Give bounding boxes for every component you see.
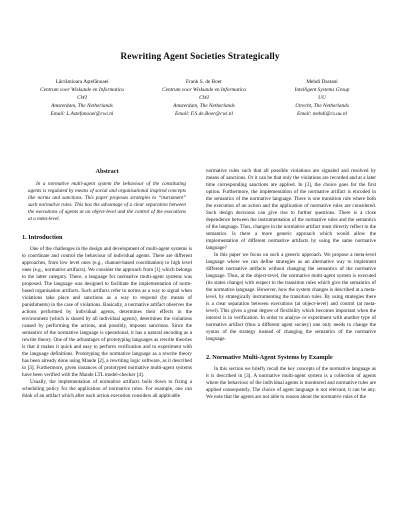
body-paragraph: One of the challenges in the design and development of multi-agent systems is to coordinate and control the behaviour of individual agents. There are different approaches, from low level ones (e.g., channel-based coordination) to high level ones (e.g., normative artifacts). We consider the approach from [1] which belongs to the latter category. There, a language for normative multi-agent systems was proposed. The language was designed to facilitate the implementation of norm-based organisation artifacts. Such artifacts refer to norms as a way to signal when violations take place and sanctions as a way to respond (by means of punishments) in the case of violations. Basically, a normative artifact observes the actions performed by individual agents, determines their effects in the environment (which is shared by all individual agents), determines the violations caused by performing the actions, and possibly, imposes sanctions. Since the semantics of the normative language is operational, it has a natural encoding as a rewrite theory. One of the advantages of prototyping languages as rewrite theories is that it makes it quick and easy to perform verification and to experiment with the language definitions. Prototyping the normative language as a rewrite theory has been already done using Maude [2], a rewriting logic software, as it described in [3]. Furthermore, given instances of prototyped normative multi-agent systems have been verified with the Maude LTL model-checker [4].	[22, 246, 192, 378]
author-1	[20, 78, 144, 118]
author-location: Utrecht, The Netherlands	[295, 103, 349, 109]
author-location: Amsterdam, The Netherlands	[51, 103, 113, 109]
author-location: Amsterdam, The Netherlands	[173, 103, 235, 109]
abstract-text: In a normative multi-agent system the behaviour of the constituting agents is regulated by means of social and organisational inspired concepts like norms and sanctions. This paper proposes strategies to “instrument” such normative rules. This has the advantage of a clear separation between the executions of agents at an object-level and the control of the executions at a meta-level.	[28, 181, 186, 222]
author-affiliation: Intelligent Systems Group	[294, 87, 350, 93]
author-affiliation: Centrum voor Wiskunde en Informatica	[40, 87, 124, 93]
author-email: Email: F.S.de.Boer@cwi.nl	[175, 111, 233, 117]
body-paragraph: Usually, the implementation of normative artifacts boils down to fixing a scheduling policy for the application of normative rules. For example, one can think of an artifact which after each action execution considers all applicable	[22, 379, 192, 399]
section-heading-introduction: 1. Introduction	[22, 234, 63, 241]
author-email: Email: L.Astefanoaei@cwi.nl	[50, 111, 114, 117]
author-affiliation: Centrum voor Wiskunde en Informatica	[162, 87, 246, 93]
author-block	[0, 78, 400, 132]
author-name: Lăcrămioara Aştefănoaei	[55, 79, 109, 85]
body-paragraph: In this paper we focus on such a generic approach. We propose a meta-level language where we can define strategies as an alternative way to implement different normative artifacts without changing the semantics of the normative language. Thus, at the object-level, the normative multi-agent system is executed (its states change) with respect to the transition rules which give the semantics of the normative language. However, how the system changes is described at a meta-level, by strategically instrumenting the transition rules. By using strategies there is a clear separation between executions (at object-level) and control (at meta-level). This gives a great degree of flexibility which becomes important when the interest is in verification. In order to analyse or experiment with another type of normative artifact (thus a different agent society) one only needs to change the syntax of the strategy instead of changing the semantics of the normative language.	[206, 252, 376, 342]
paper-title: Rewriting Agent Societies Strategically	[120, 52, 280, 62]
author-name: Frank S. de Boer	[186, 79, 222, 85]
left-column	[22, 168, 192, 400]
section-heading-normative-mas: 2. Normative Multi-Agent Systems by Example	[206, 354, 333, 361]
abstract-heading: Abstract	[95, 168, 119, 175]
author-institute: CWI	[77, 95, 87, 101]
body-paragraph: In this section we briefly recall the key concepts of the normative language as it is described in [3]. A normative multi-agent system is a collection of agents where the behaviour of the individual agents is monitored and normative rules are applied consequently. The choice of agent language is not relevant, it can be any. We note that the agents are not able to reason about the normative rules of the	[206, 366, 376, 400]
author-institute: UU	[318, 95, 326, 101]
author-2	[142, 78, 266, 118]
right-column	[206, 168, 376, 401]
body-paragraph: normative rules such that all possible violations are signaled and resolved by means of sanctions. Or it can be that only the violations are recorded and at a later time corresponding sanctions are applied. In [3], the choice goes for the first option. Furthermore, the implementation of the normative artifact is encoded in the semantics of the normative language. There is one transition rule where both the execution of an action and the application of normative rules are considered. Such design decisions can give rise to further questions. There is a close dependence between the instrumentation of the normative rules and the semantics of the language. Thus, changes in the normative artifact must directly reflect in the semantics. Is there a more generic approach which would allow the implementation of different normative artifacts by using the same normative language?	[206, 168, 376, 251]
author-institute: CWI	[199, 95, 209, 101]
author-email: Email: mehdi@cs.uu.nl	[296, 111, 348, 117]
author-name: Mehdi Dastani	[306, 79, 338, 85]
author-3	[260, 78, 384, 118]
